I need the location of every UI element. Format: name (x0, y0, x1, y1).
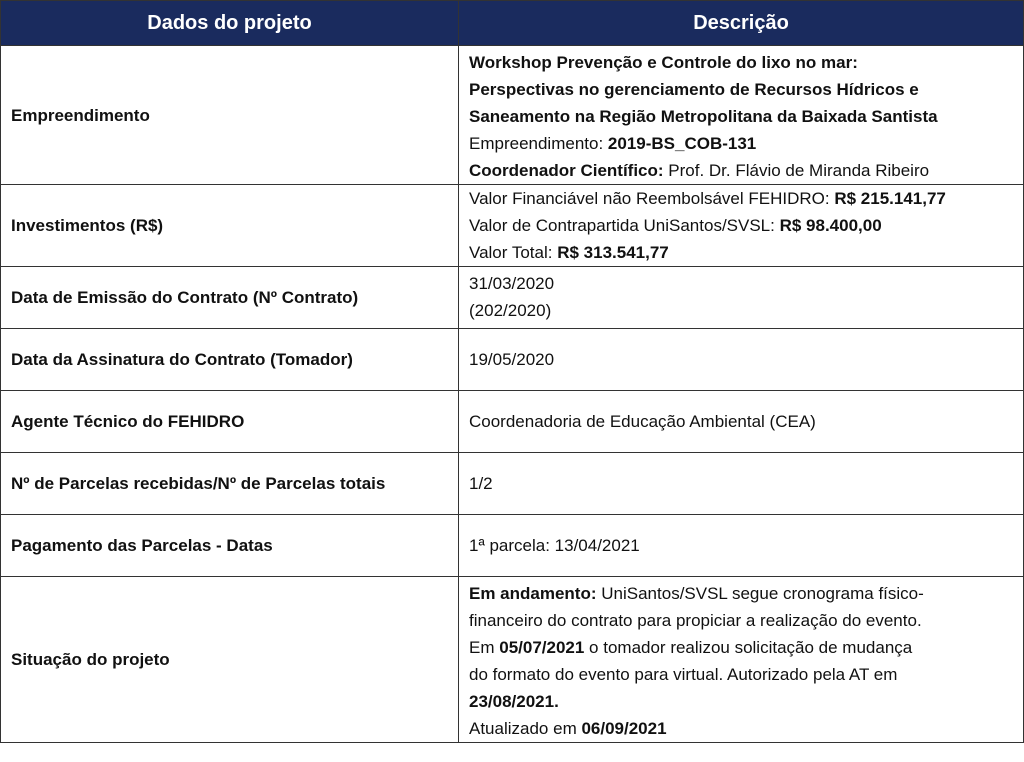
coordinator-name: Prof. Dr. Flávio de Miranda Ribeiro (663, 161, 930, 180)
invest-total-value: R$ 313.541,77 (557, 243, 669, 262)
situacao-line6 (469, 715, 1013, 742)
invest-fehidro-text: Valor Financiável não Reembolsável FEHIDRO: (469, 189, 835, 208)
table-row (1, 577, 1024, 743)
row-desc-pagamento: 1ª parcela: 13/04/2021 (459, 515, 1024, 577)
invest-fehidro-value: R$ 215.141,77 (834, 189, 946, 208)
emissao-contract: (202/2020) (469, 301, 552, 320)
invest-total-text: Valor Total: (469, 243, 558, 262)
table-row (1, 185, 1024, 267)
header-description: Descrição (459, 1, 1024, 46)
table-row (1, 46, 1024, 185)
coordinator-line (469, 157, 1013, 184)
empreendimento-code: 2019-BS_COB-131 (607, 134, 757, 153)
situacao-date-request: 05/07/2021 (499, 638, 585, 657)
row-desc-agente: Coordenadoria de Educação Ambiental (CEA) (459, 391, 1024, 453)
situacao-l3a: Em (469, 638, 500, 657)
row-label-assinatura: Data da Assinatura do Contrato (Tomador) (1, 329, 459, 391)
empreendimento-code-prefix: Empreendimento: (469, 134, 608, 153)
row-label-investimentos: Investimentos (R$) (1, 185, 459, 267)
invest-contrapartida-text: Valor de Contrapartida UniSantos/SVSL: (469, 216, 780, 235)
invest-line-contrapartida (469, 212, 1013, 239)
row-desc-situacao (459, 577, 1024, 743)
table-row (1, 329, 1024, 391)
row-label-situacao: Situação do projeto (1, 577, 459, 743)
situacao-date-authorized: 23/08/2021. (469, 692, 559, 711)
header-project-data: Dados do projeto (1, 1, 459, 46)
row-desc-empreendimento (459, 46, 1024, 185)
table-header-row (1, 1, 1024, 46)
row-desc-assinatura: 19/05/2020 (459, 329, 1024, 391)
emissao-date: 31/03/2020 (469, 274, 555, 293)
table-row (1, 391, 1024, 453)
situacao-line1 (469, 580, 1013, 607)
situacao-line3 (469, 634, 1013, 661)
invest-line-total (469, 239, 1013, 266)
empreendimento-code-line (469, 130, 1013, 157)
situacao-updated-date: 06/09/2021 (581, 719, 667, 738)
invest-contrapartida-value: R$ 98.400,00 (779, 216, 882, 235)
situacao-l3b: o tomador realizou solicitação de mudança (584, 638, 913, 657)
situacao-line4: do formato do evento para virtual. Autorizado pela AT em (469, 665, 898, 684)
workshop-title-line3: Saneamento na Região Metropolitana da Baixada Santista (469, 107, 938, 126)
workshop-title-line1: Workshop Prevenção e Controle do lixo no mar: (469, 53, 858, 72)
row-label-pagamento: Pagamento das Parcelas - Datas (1, 515, 459, 577)
row-desc-parcelas: 1/2 (459, 453, 1024, 515)
table-row (1, 515, 1024, 577)
row-label-agente: Agente Técnico do FEHIDRO (1, 391, 459, 453)
row-label-empreendimento: Empreendimento (1, 46, 459, 185)
situacao-line2: financeiro do contrato para propiciar a realização do evento. (469, 611, 922, 630)
invest-line-fehidro (469, 185, 1013, 212)
situacao-l1-text: UniSantos/SVSL segue cronograma físico- (596, 584, 924, 603)
table-row (1, 267, 1024, 329)
workshop-title-line2: Perspectivas no gerenciamento de Recursos Hídricos e (469, 80, 919, 99)
row-desc-emissao (459, 267, 1024, 329)
situacao-status: Em andamento: (469, 584, 597, 603)
table-row (1, 453, 1024, 515)
situacao-updated-text: Atualizado em (469, 719, 582, 738)
coordinator-prefix: Coordenador Científico: (469, 161, 664, 180)
row-label-emissao: Data de Emissão do Contrato (Nº Contrato) (1, 267, 459, 329)
row-desc-investimentos (459, 185, 1024, 267)
row-label-parcelas: Nº de Parcelas recebidas/Nº de Parcelas totais (1, 453, 459, 515)
